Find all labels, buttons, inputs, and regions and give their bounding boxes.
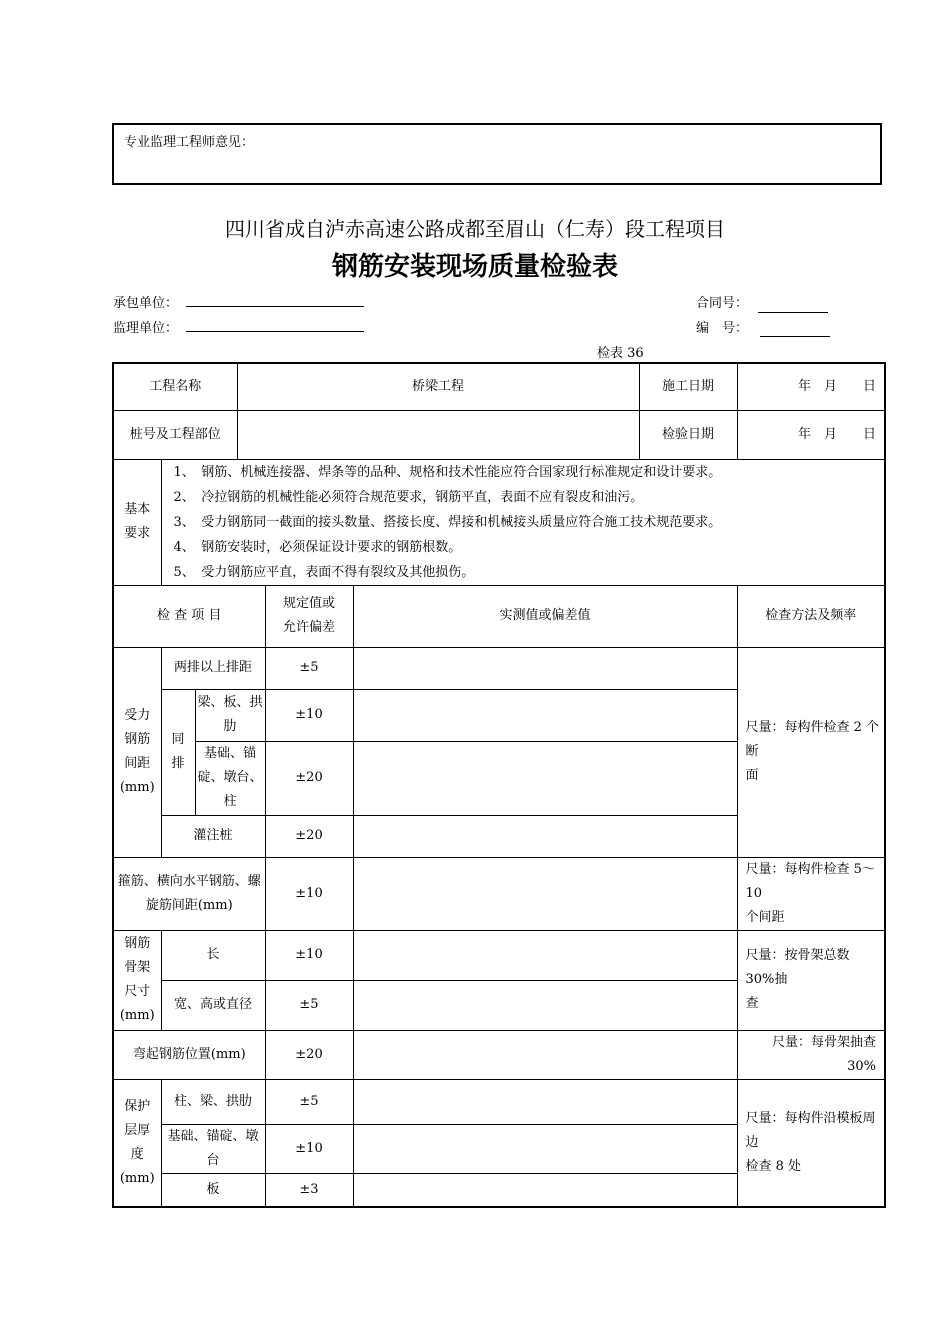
measured-cell[interactable]: [353, 689, 737, 741]
project-title: 四川省成自泸赤高速公路成都至眉山（仁寿）段工程项目: [225, 217, 725, 241]
bent-tol: ±20: [265, 1030, 353, 1079]
form-code: 检表 36: [597, 346, 644, 361]
requirement-item: 4、 钢筋安装时，必须保证设计要求的钢筋根数。: [173, 539, 462, 555]
contract-no-label: 合同号：: [696, 296, 749, 311]
inspection-date-value[interactable]: 年 月 日: [737, 410, 885, 459]
contractor-label: 承包单位：: [113, 296, 179, 311]
requirement-item: 5、 受力钢筋应平直，表面不得有裂纹及其他损伤。: [173, 564, 475, 580]
foundation-label: 基础、锚 碇、墩台、 柱: [195, 741, 265, 815]
inspection-table: [112, 362, 886, 1208]
col-header-tolerance: 规定值或 允许偏差: [265, 585, 353, 647]
cover-method: 尺量：每构件沿模板周边 检查 8 处: [737, 1079, 885, 1207]
cover-slab-tol: ±3: [265, 1173, 353, 1207]
beam-tol: ±10: [265, 689, 353, 741]
bent-method: 尺量：每骨架抽查 30%: [737, 1030, 885, 1079]
construction-date-value[interactable]: 年 月 日: [737, 363, 885, 410]
requirement-item: 2、 冷拉钢筋的机械性能必须符合规范要求，钢筋平直，表面不应有裂皮和油污。: [173, 489, 644, 505]
beam-label: 梁、板、拱 肋: [195, 689, 265, 741]
stirrup-tol: ±10: [265, 857, 353, 930]
cage-width-label: 宽、高或直径: [161, 980, 265, 1030]
project-name-label: 工程名称: [113, 363, 237, 410]
cover-column-tol: ±5: [265, 1079, 353, 1124]
requirement-item: 3、 受力钢筋同一截面的接头数量、搭接长度、焊接和机械接头质量应符合施工技术规范要求。: [173, 514, 722, 530]
requirement-item: 1、 钢筋、机械连接器、焊条等的品种、规格和技术性能应符合国家现行标准规定和设计要求。: [173, 464, 722, 480]
measured-cell[interactable]: [353, 1173, 737, 1207]
supervisor-opinion-label: 专业监理工程师意见：: [124, 135, 255, 150]
spacing-group-label: 受力 钢筋 间距 (mm): [113, 647, 161, 857]
cage-length-label: 长: [161, 930, 265, 980]
bent-label: 弯起钢筋位置(mm): [113, 1030, 265, 1079]
cover-foundation-label: 基础、锚碇、墩台: [161, 1124, 265, 1173]
station-value[interactable]: [237, 410, 639, 459]
measured-cell[interactable]: [353, 1030, 737, 1079]
spacing-method: 尺量：每构件检查 2 个断 面: [737, 647, 885, 857]
cover-group-label: 保护 层厚 度 (mm): [113, 1079, 161, 1207]
col-header-measured: 实测值或偏差值: [353, 585, 737, 647]
measured-cell[interactable]: [353, 1079, 737, 1124]
stirrup-method: 尺量：每构件检查 5～10 个间距: [737, 857, 885, 930]
measured-cell[interactable]: [353, 930, 737, 980]
contractor-field[interactable]: [186, 290, 364, 307]
pile-tol: ±20: [265, 815, 353, 857]
same-row-label: 同 排: [161, 689, 195, 815]
project-name-value[interactable]: 桥梁工程: [237, 363, 639, 410]
stirrup-label: 箍筋、横向水平钢筋、螺 旋筋间距(mm): [113, 857, 265, 930]
cover-slab-label: 板: [161, 1173, 265, 1207]
foundation-tol: ±20: [265, 741, 353, 815]
measured-cell[interactable]: [353, 815, 737, 857]
cage-method: 尺量：按骨架总数 30%抽 查: [737, 930, 885, 1030]
serial-no-field[interactable]: [760, 320, 830, 337]
col-header-method: 检查方法及频率: [737, 585, 885, 647]
supervisor-opinion-box: [112, 123, 882, 185]
supervisor-field[interactable]: [186, 315, 364, 332]
measured-cell[interactable]: [353, 980, 737, 1030]
inspection-date-label: 检验日期: [639, 410, 737, 459]
cage-length-tol: ±10: [265, 930, 353, 980]
cage-group-label: 钢筋 骨架 尺寸 (mm): [113, 930, 161, 1030]
measured-cell[interactable]: [353, 741, 737, 815]
serial-no-label: 编 号：: [696, 321, 749, 336]
multi-row-tol: ±5: [265, 647, 353, 689]
multi-row-label: 两排以上排距: [161, 647, 265, 689]
form-title: 钢筋安装现场质量检验表: [331, 252, 618, 282]
basic-requirements-list: [161, 459, 885, 585]
cover-column-label: 柱、梁、拱肋: [161, 1079, 265, 1124]
basic-requirements-label: 基本 要求: [113, 459, 161, 585]
contract-no-field[interactable]: [758, 296, 828, 313]
measured-cell[interactable]: [353, 647, 737, 689]
supervisor-label: 监理单位：: [113, 321, 179, 336]
station-label: 桩号及工程部位: [113, 410, 237, 459]
construction-date-label: 施工日期: [639, 363, 737, 410]
measured-cell[interactable]: [353, 857, 737, 930]
cage-width-tol: ±5: [265, 980, 353, 1030]
cover-foundation-tol: ±10: [265, 1124, 353, 1173]
col-header-item: 检 查 项 目: [113, 585, 265, 647]
pile-label: 灌注桩: [161, 815, 265, 857]
measured-cell[interactable]: [353, 1124, 737, 1173]
